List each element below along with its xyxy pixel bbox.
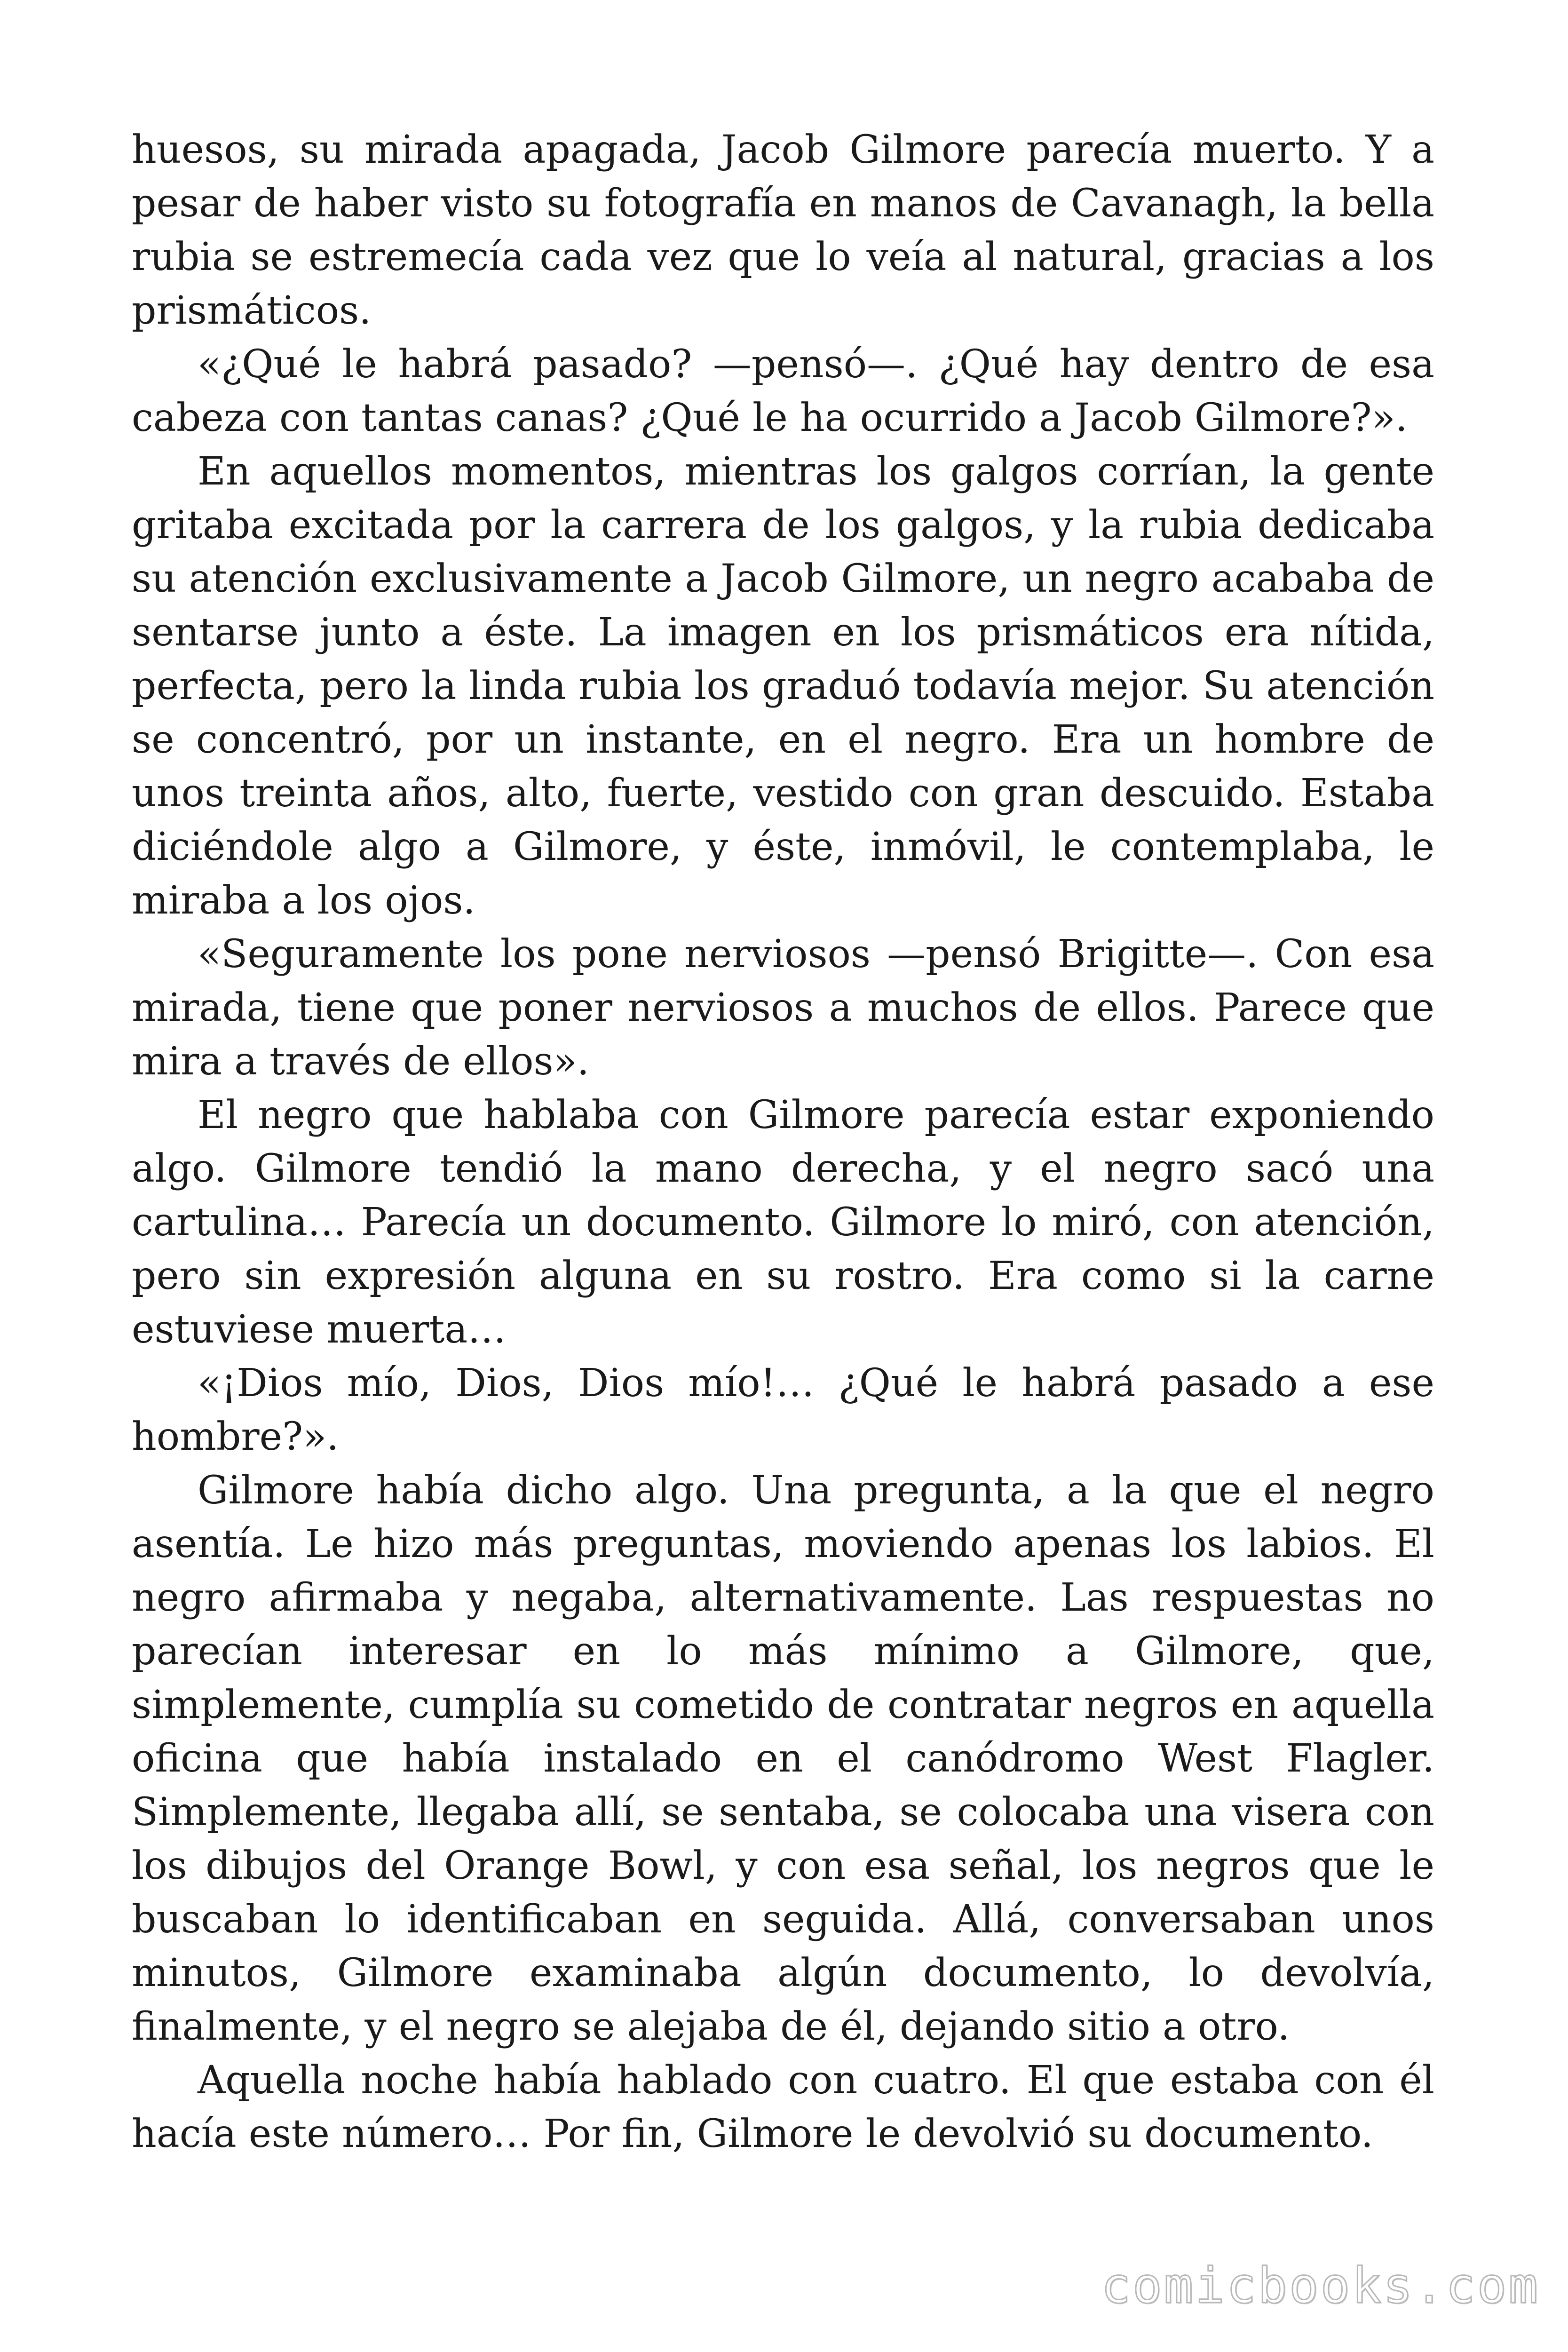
paragraph-2: «¿Qué le habrá pasado? —pensó—. ¿Qué hay dentro de esa cabeza con tantas canas? ¿Qué le ha ocurrido a Jacob Gilmore?». (132, 342, 1434, 440)
paragraph-4: «Seguramente los pone nerviosos —pensó Brigitte—. Con esa mirada, tiene que poner nerviosos a muchos de ellos. Parece que mira a través de ellos». (132, 932, 1434, 1084)
paragraph-5: El negro que hablaba con Gilmore parecía estar exponiendo algo. Gilmore tendió la mano derecha, y el negro sacó una cartulina… Parecía un documento. Gilmore lo miró, con atención, pero sin expresión alguna en su rostro. Era como si la carne estuviese muerta… (132, 1093, 1434, 1352)
paragraph-1: huesos, su mirada apagada, Jacob Gilmore parecía muerto. Y a pesar de haber visto su fotografía en manos de Cavanagh, la bella rubia se estremecía cada vez que lo veía al natural, gracias a los prismáticos. (132, 127, 1434, 333)
watermark: comicbooks.com (1101, 2257, 1540, 2314)
paragraph-7: Gilmore había dicho algo. Una pregunta, a la que el negro asentía. Le hizo más preguntas, moviendo apenas los labios. El negro afirmaba y negaba, alternativamente. Las respuestas no parecían interesar en lo más mínimo a Gilmore, que, simplemente, cumplía su cometido de contratar negros en aquella oficina que había instalado en el canódromo West Flagler. Simplemente, llegaba allí, se sentaba, se colocaba una visera con los dibujos del Orange Bowl, y con esa señal, los negros que le buscaban lo identificaban en seguida. Allá, conversaban unos minutos, Gilmore examinaba algún documento, lo devolvía, finalmente, y el negro se alejaba de él, dejando sitio a otro. (132, 1468, 1434, 2049)
body-text (132, 123, 1434, 2161)
paragraph-3: En aquellos momentos, mientras los galgos corrían, la gente gritaba excitada por la carrera de los galgos, y la rubia dedicaba su atención exclusivamente a Jacob Gilmore, un negro acababa de sentarse junto a éste. La imagen en los prismáticos era nítida, perfecta, pero la linda rubia los graduó todavía mejor. Su atención se concentró, por un instante, en el negro. Era un hombre de unos treinta años, alto, fuerte, vestido con gran descuido. Estaba diciéndole algo a Gilmore, y éste, inmóvil, le contemplaba, le miraba a los ojos. (132, 449, 1434, 923)
paragraph-6: «¡Dios mío, Dios, Dios mío!… ¿Qué le habrá pasado a ese hombre?». (132, 1361, 1434, 1459)
paragraph-8: Aquella noche había hablado con cuatro. El que estaba con él hacía este número… Por fin, Gilmore le devolvió su documento. (132, 2058, 1434, 2156)
